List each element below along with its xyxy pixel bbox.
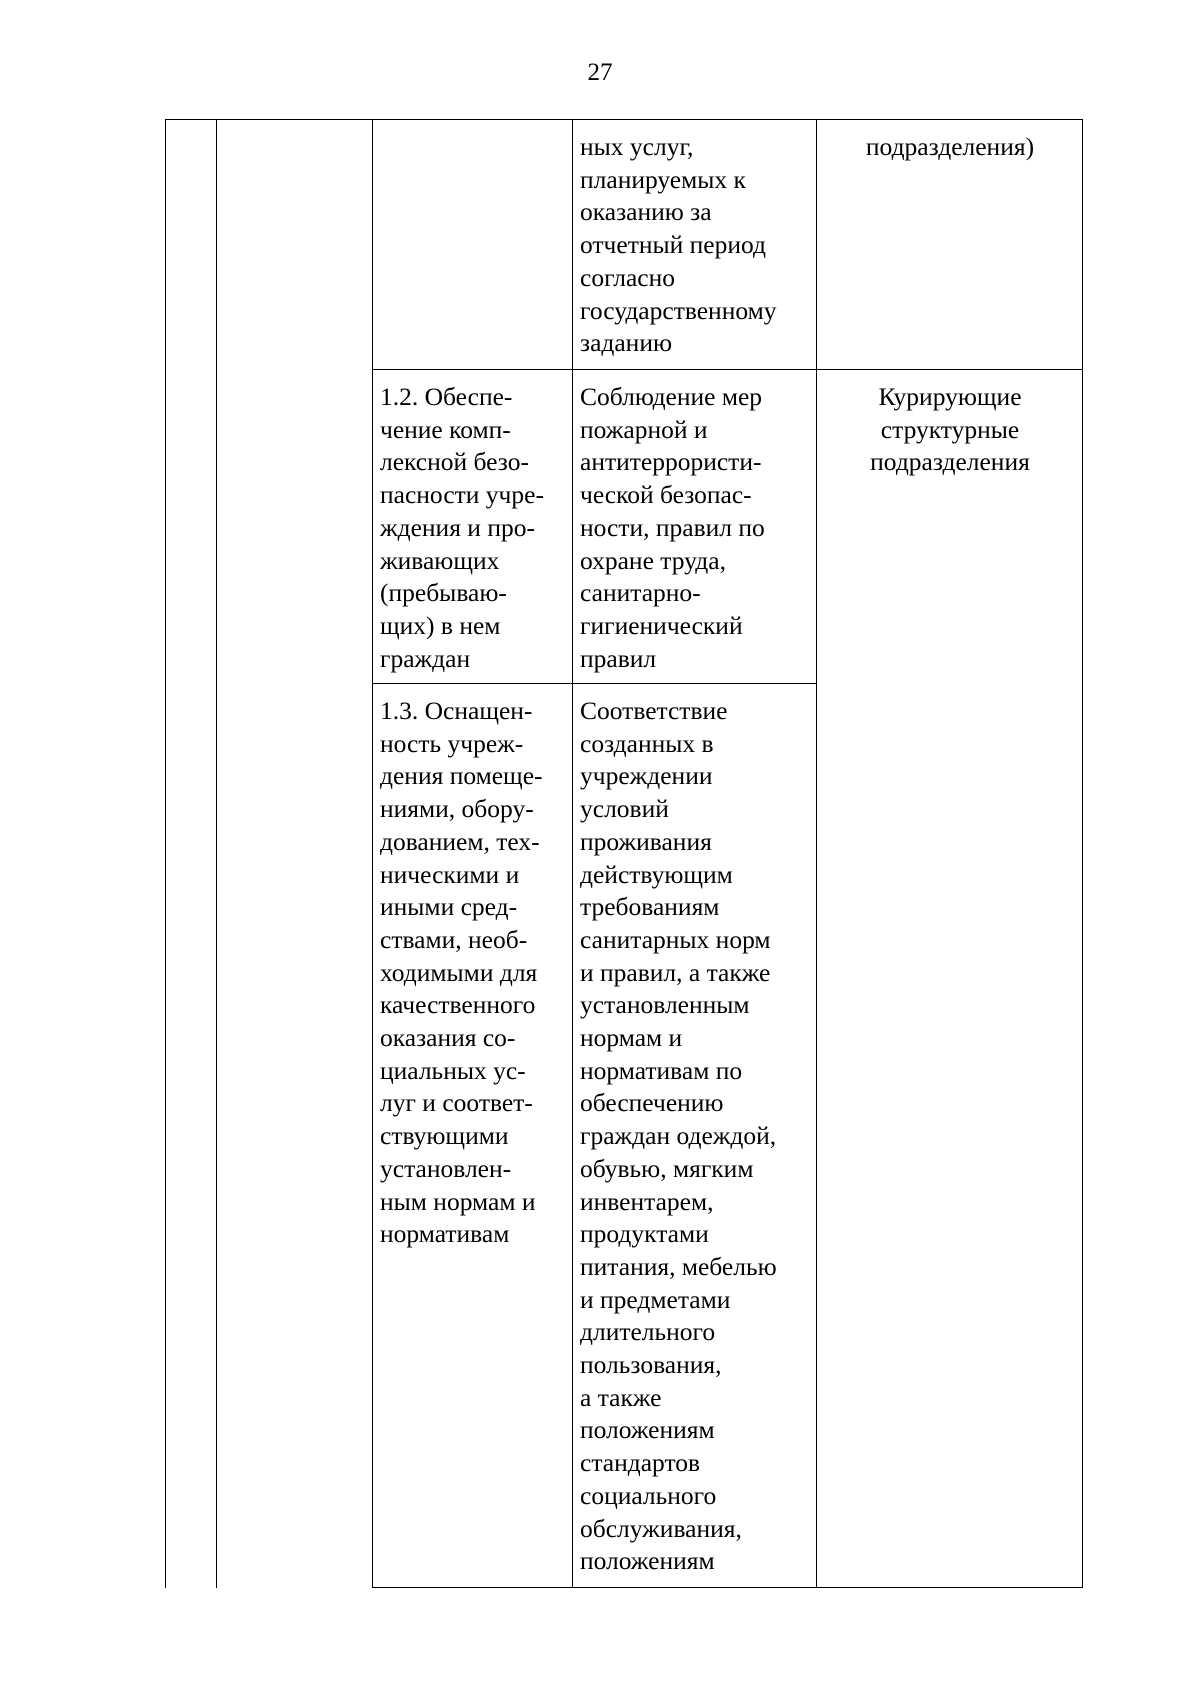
row2-indicator-cell: 1.2. Обеспе- чение комп- лексной безо- пасности учре- ждения и про- живающих (пребываю- щих) в нем граждан	[380, 382, 544, 673]
row1-requirement-cell: ных услуг, планируемых к оказанию за отчетный период согласно государственному заданию	[580, 132, 777, 358]
table-border-col-3	[372, 119, 373, 1588]
page-number: 27	[587, 59, 613, 86]
table-border-col-1	[165, 119, 166, 1588]
table-border-col-2	[216, 119, 217, 1588]
row2-responsible-cell: Курирующие структурные подразделения	[870, 382, 1030, 477]
row2-requirement-cell: Соблюдение мер пожарной и антитеррористи- ческой безопас- ности, правил по охране труда, санитарно- гигиенический правил	[580, 382, 765, 673]
table-border-col-4	[572, 119, 573, 1588]
table-border-col-5	[816, 119, 817, 1588]
table-border-row-1	[372, 369, 1083, 370]
row3-indicator-cell: 1.3. Оснащен- ность учреж- дения помеще- ниями, обору- дованием, тех- ническими и иными сред- ствами, необ- ходимыми для качественного оказания со- циальных ус- луг и соответ- ствующими установлен- ным нормам и нормативам	[380, 696, 543, 1249]
table-border-row-2	[372, 683, 817, 684]
table-border-bottom	[372, 1587, 1083, 1588]
row1-responsible-cell: подразделения)	[865, 132, 1035, 161]
table-border-top	[165, 119, 1083, 120]
row3-requirement-cell: Соответствие созданных в учреждении условий проживания действующим требованиям санитарных норм и правил, а также установленным нормам и нормативам по обеспечению граждан одеждой, обувью, мягким инвентарем, продуктами питания, мебелью и предметами длительного пользования, а также положениям стандартов социального обслуживания, положениям	[580, 696, 777, 1576]
table-border-col-6	[1082, 119, 1083, 1588]
